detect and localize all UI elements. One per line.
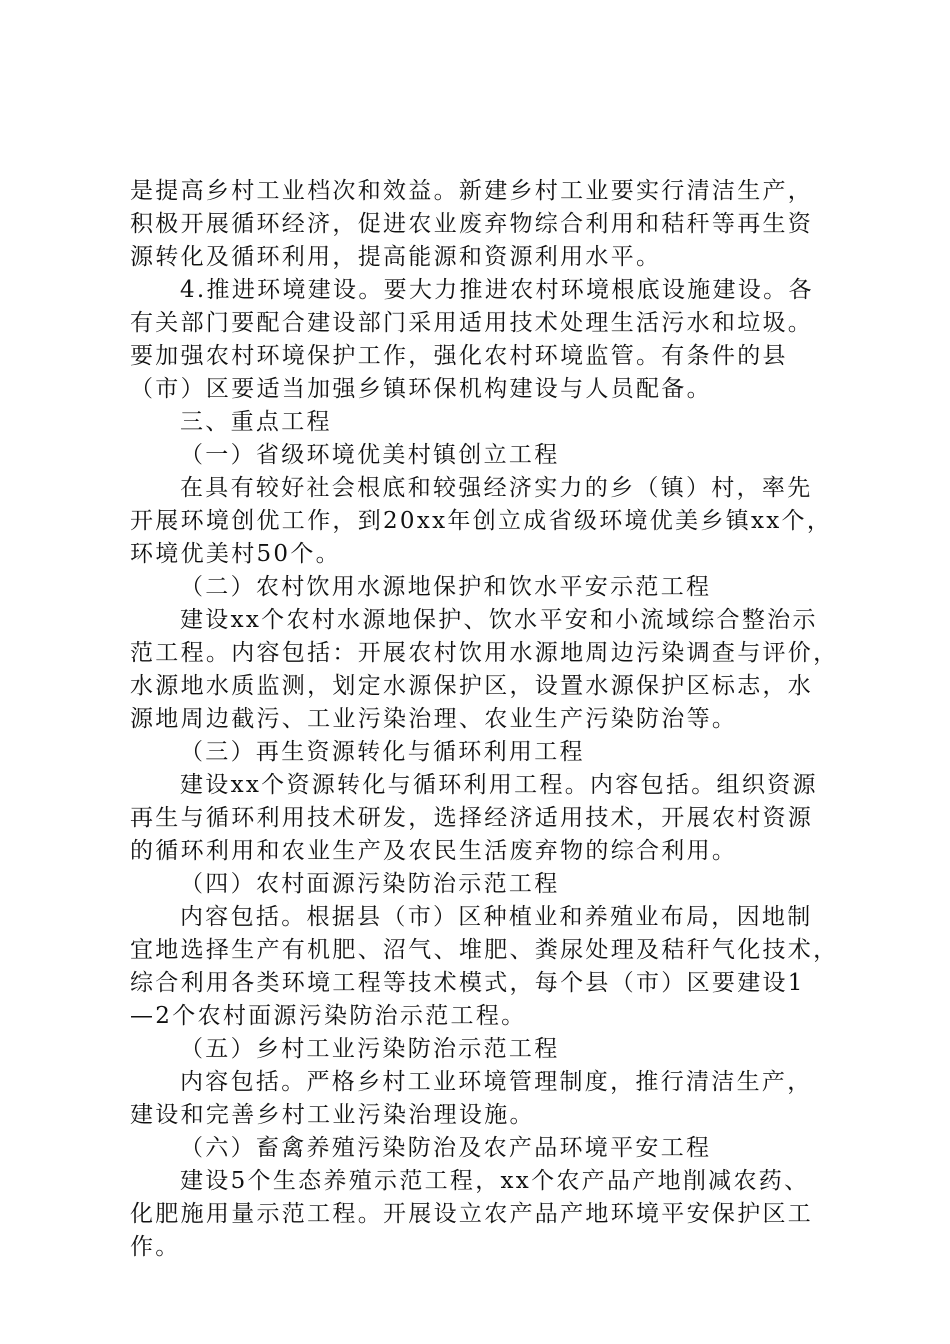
text-line: 要加强农村环境保护工作，强化农村环境监管。有条件的县	[130, 343, 788, 369]
text-line: 积极开展循环经济，促进农业废弃物综合利用和秸秆等再生资	[130, 211, 814, 237]
text-line: 综合利用各类环境工程等技术模式，每个县（市）区要建设1	[130, 970, 805, 996]
subsection-heading: （五）乡村工业污染防治示范工程	[180, 1036, 560, 1062]
text-line: 建设xx个资源转化与循环利用工程。内容包括。组织资源	[180, 772, 818, 798]
text-line: 内容包括。根据县（市）区种植业和养殖业布局，因地制	[180, 904, 813, 930]
text-line: 化肥施用量示范工程。开展设立农产品产地环境平安保护区工	[130, 1201, 814, 1227]
text-line: 环境优美村50个。	[130, 541, 341, 567]
text-line: 再生与循环利用技术研发，选择经济适用技术，开展农村资源	[130, 805, 814, 831]
subsection-heading: （六）畜禽养殖污染防治及农产品环境平安工程	[180, 1135, 712, 1161]
text-line: 是提高乡村工业档次和效益。新建乡村工业要实行清洁生产，	[130, 178, 814, 204]
text-line: 作。	[130, 1234, 181, 1260]
text-line: 内容包括。严格乡村工业环境管理制度，推行清洁生产，	[180, 1069, 813, 1095]
text-line: （市）区要适当加强乡镇环保机构建设与人员配备。	[130, 376, 712, 402]
subsection-heading: （一）省级环境优美村镇创立工程	[180, 442, 560, 468]
text-line: 的循环利用和农业生产及农民生活废弃物的综合利用。	[130, 838, 738, 864]
subsection-heading: （四）农村面源污染防治示范工程	[180, 871, 560, 897]
text-line: 范工程。内容包括：开展农村饮用水源地周边污染调查与评价，	[130, 640, 839, 666]
text-line: 宜地选择生产有机肥、沼气、堆肥、粪尿处理及秸秆气化技术，	[130, 937, 839, 963]
subsection-heading: （三）再生资源转化与循环利用工程	[180, 739, 585, 765]
text-line: 建设xx个农村水源地保护、饮水平安和小流域综合整治示	[180, 607, 818, 633]
text-line: 4.推进环境建设。要大力推进农村环境根底设施建设。各	[180, 277, 814, 303]
text-line: 水源地水质监测，划定水源保护区，设置水源保护区标志，水	[130, 673, 814, 699]
text-line: 有关部门要配合建设部门采用适用技术处理生活污水和垃圾。	[130, 310, 814, 336]
text-line: 建设5个生态养殖示范工程，xx个农产品产地削减农药、	[180, 1168, 810, 1194]
text-line: 开展环境创优工作，到20xx年创立成省级环境优美乡镇xx个，	[130, 508, 833, 534]
text-line: 源地周边截污、工业污染治理、农业生产污染防治等。	[130, 706, 738, 732]
text-line: 源转化及循环利用，提高能源和资源利用水平。	[130, 244, 662, 270]
text-line: 在具有较好社会根底和较强经济实力的乡（镇）村，率先	[180, 475, 813, 501]
text-line: —2个农村面源污染防治示范工程。	[130, 1003, 527, 1029]
subsection-heading: （二）农村饮用水源地保护和饮水平安示范工程	[180, 574, 712, 600]
text-line: 建设和完善乡村工业污染治理设施。	[130, 1102, 535, 1128]
section-heading: 三、重点工程	[180, 409, 332, 435]
